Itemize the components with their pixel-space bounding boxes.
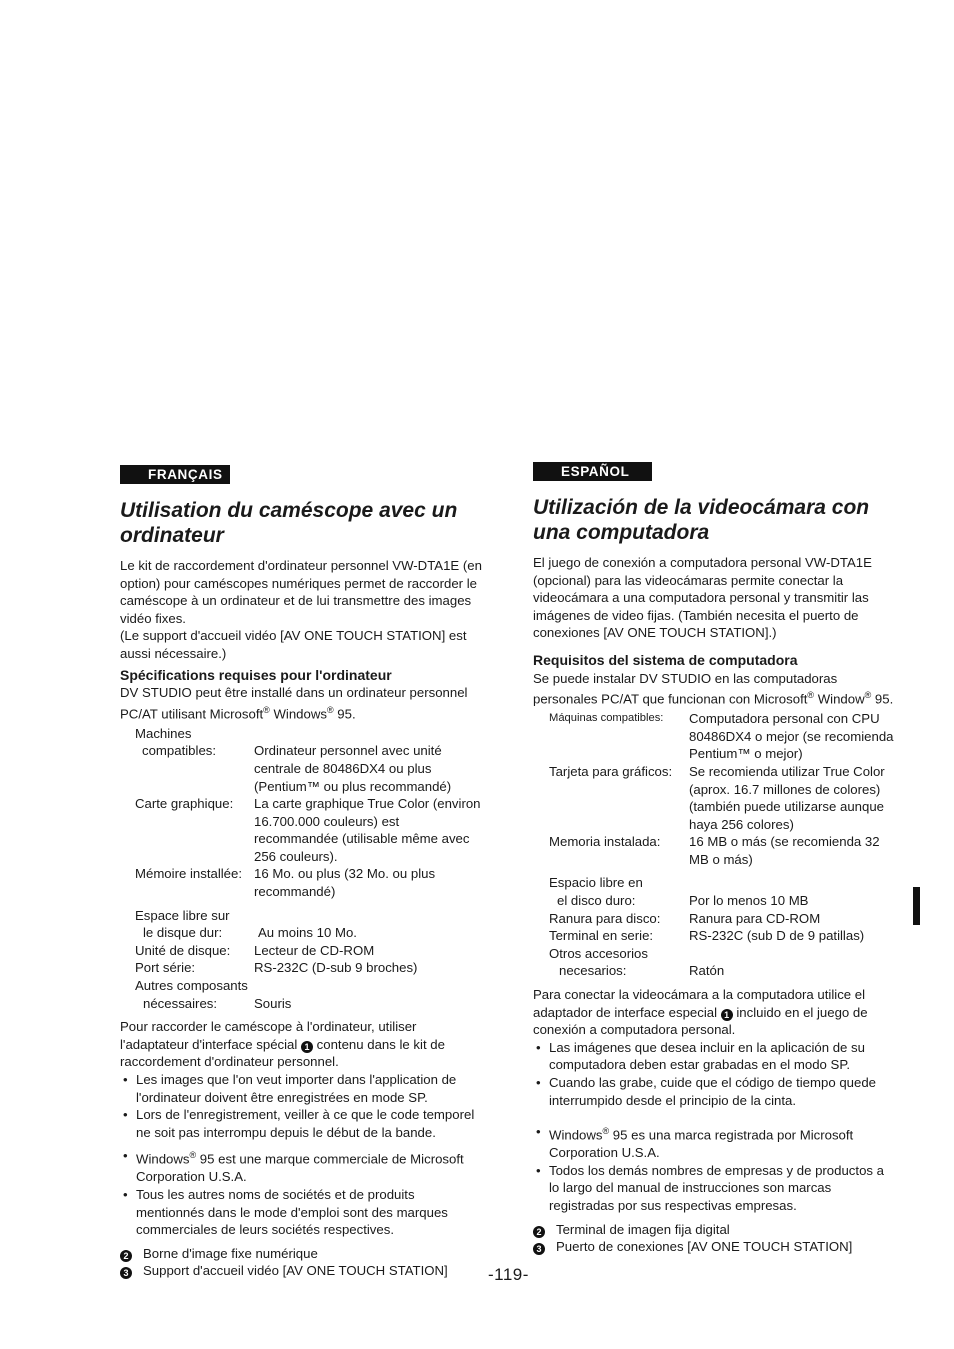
spec-row-disk: Espacio libre en [549, 875, 643, 891]
list-item: • Les images que l'on veut importer dans l'application de l'ordinateur doivent être enregistrées en mode SP. [120, 1071, 482, 1106]
spanish-column [533, 462, 895, 1256]
trademark-notes [533, 1123, 895, 1214]
list-item: • Windows® 95 es una marca registrada por Microsoft Corporation U.S.A. [533, 1123, 895, 1162]
page-number: -119- [488, 1265, 529, 1284]
spec-row-disk: Espace libre sur [135, 907, 230, 923]
section-edge-marker [913, 887, 920, 925]
figure-legend-3: 3 Support d'accueil vidéo [AV ONE TOUCH STATION] [120, 1262, 482, 1280]
spec-row-drive: Ranura para disco: Ranura para CD-ROM [549, 910, 821, 926]
list-item: • Las imágenes que desea incluir en la aplicación de su computadora deben estar grabadas en el modo SP. [533, 1039, 895, 1074]
spec-table: Machines compatibles: Ordinateur personnel avec unité centrale de 80486DX4 ou plus (Pentium™ ou plus recommandé) Carte graphique: La carte graphique True Color (environ 16.700.000 couleurs) est recommandée (utilisable même avec 256 couleurs). Mémoire installée: 16 Mo. ou plus (32 Mo. ou plus recommandé) Espace libre sur le disque dur: Au moins 10 Mo. Unité de disque: Lecteur de CD-ROM Port série: RS-232C (D-sub 9 broches) Autres composants nécessaires: Souris [120, 725, 482, 1013]
recording-notes [533, 1039, 895, 1109]
number-1-icon: 1 [721, 1009, 733, 1021]
spec-row-memory: Mémoire installée: 16 Mo. ou plus (32 Mo. ou plus recommandé) [135, 866, 436, 900]
connection-text: Pour raccorder le caméscope à l'ordinateur, utiliser l'adaptateur d'interface spécial 1 contenu dans le kit de raccordement d'ordinateur personnel. [120, 1019, 445, 1070]
list-item: • Cuando las grabe, cuide que el código de tiempo quede interrumpido desde el principio de la cinta. [533, 1074, 895, 1109]
section-title-french: Utilisation du caméscope avec un ordinateur [120, 499, 458, 547]
spec-row-other: Autres composants [135, 978, 248, 994]
list-item: • Tous les autres noms de sociétés et de produits mentionnés dans le mode d'emploi sont des marques commerciales de leurs sociétés respectives. [120, 1186, 482, 1239]
figure-legend-2: 2 Terminal de imagen fija digital [533, 1221, 895, 1239]
list-item: • Todos los demás nombres de empresas y de productos a lo largo del manual de instrucciones son marcas registradas por sus respectivas empresas. [533, 1162, 895, 1215]
spec-row-memory: Memoria instalada: 16 MB o más (se recomienda 32 MB o más) [549, 834, 880, 867]
connection-text: Para conectar la videocámara a la computadora utilice el adaptador de interface especial 1 incluido en el juego de conexión a computadora personal. [533, 987, 868, 1038]
number-2-icon: 2 [533, 1226, 545, 1238]
intro-text: El juego de conexión a computadora personal VW-DTA1E (opcional) para las videocámaras permite conectar la videocámara a una computadora personal y transmitir las imágenes de video fijas. (También necesita el puerto de conexiones [AV ONE TOUCH STATION].) [533, 555, 872, 641]
intro-text: Le kit de raccordement d'ordinateur personnel VW-DTA1E (en option) pour caméscopes numériques permet de raccorder le caméscope à un ordinateur et de lui transmettre des images vidéo fixes. [120, 558, 482, 626]
requirements-heading: Spécifications requises pour l'ordinateur [120, 666, 392, 683]
spec-row-other: Otros accesorios [549, 945, 648, 961]
french-column [120, 465, 482, 1280]
list-item: • Lors de l'enregistrement, veiller à ce que le code temporel ne soit pas interrompu depuis le début de la bande. [120, 1106, 482, 1141]
number-3-icon: 3 [120, 1267, 132, 1279]
list-item: • Windows® 95 est une marque commerciale de Microsoft Corporation U.S.A. [120, 1147, 482, 1186]
spec-row-serial: Port série: RS-232C (D-sub 9 broches) [135, 960, 418, 976]
figure-legend-3: 3 Puerto de conexiones [AV ONE TOUCH STATION] [533, 1238, 895, 1256]
spec-row-machines: Máquinas compatibles: Computadora personal con CPU 80486DX4 o mejor (se recomienda Pentium™ o mejor) [549, 711, 894, 762]
number-2-icon: 2 [120, 1250, 132, 1262]
language-badge-french: FRANÇAIS [120, 465, 230, 484]
intro-note: (Le support d'accueil vidéo [AV ONE TOUCH STATION] est aussi nécessaire.) [120, 628, 467, 661]
language-badge-spanish: ESPAÑOL [533, 462, 652, 481]
requirements-heading: Requisitos del sistema de computadora [533, 651, 798, 668]
section-title-spanish: Utilización de la videocámara con una computadora [533, 496, 870, 544]
number-3-icon: 3 [533, 1243, 545, 1255]
requirements-intro: DV STUDIO peut être installé dans un ordinateur personnel PC/AT utilisant Microsoft® Windows® 95. [120, 685, 468, 722]
requirements-intro: Se puede instalar DV STUDIO en las computadoras personales PC/AT que funcionan con Microsoft® Window® 95. [533, 670, 894, 707]
figure-legend-2: 2 Borne d'image fixe numérique [120, 1245, 482, 1263]
spec-row-graphics: Carte graphique: La carte graphique True Color (environ 16.700.000 couleurs) est recommandée (utilisable même avec 256 couleurs). [135, 796, 481, 864]
spec-row-drive: Unité de disque: Lecteur de CD-ROM [135, 942, 375, 958]
number-1-icon: 1 [301, 1041, 313, 1053]
spec-row-graphics: Tarjeta para gráficos: Se recomienda utilizar True Color (aprox. 16.7 millones de colores) (también puede utilizarse aunque haya 256 colores) [549, 763, 885, 832]
recording-notes [120, 1071, 482, 1141]
spec-table: Máquinas compatibles: Computadora personal con CPU 80486DX4 o mejor (se recomienda Pentium™ o mejor) Tarjeta para gráficos: Se recomienda utilizar True Color (aprox. 16.7 millones de colores) (también puede utilizarse aunque haya 256 colores) Memoria instalada: 16 MB o más (se recomienda 32 MB o más) Espacio libre en el disco duro: Por lo menos 10 MB Ranura para disco: Ranura para CD-ROM Terminal en serie: RS-232C (sub D de 9 patillas) Otros accesorios necesarios: Ratón [533, 710, 895, 980]
spec-row-machines: Machines [135, 725, 192, 741]
spec-row-serial: Terminal en serie: RS-232C (sub D de 9 patillas) [549, 928, 865, 944]
trademark-notes [120, 1147, 482, 1238]
